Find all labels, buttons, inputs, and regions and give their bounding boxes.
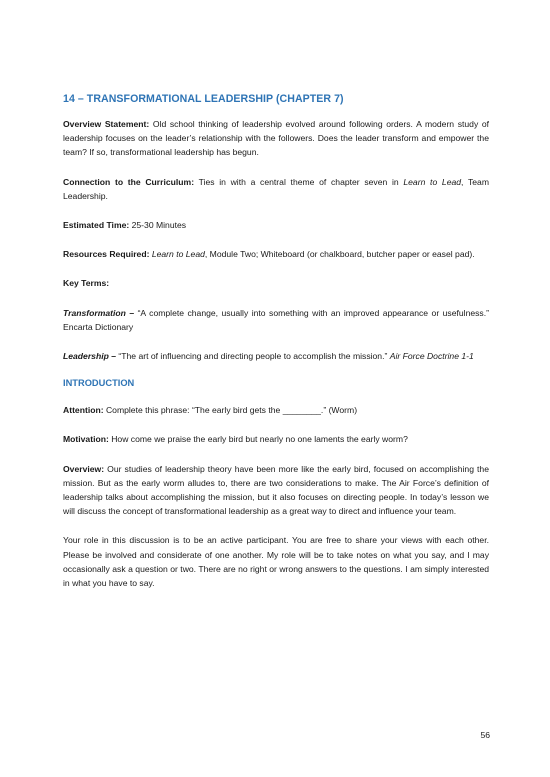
motivation-paragraph bbox=[63, 432, 489, 446]
term-transformation-definition: “A complete change, usually into something with an improved appearance or usefulness.” Encarta Dictionary bbox=[63, 307, 489, 332]
term-transformation-name: Transformation – bbox=[63, 307, 135, 318]
term-leadership-definition: “The art of influencing and directing people to accomplish the mission.” bbox=[116, 351, 390, 362]
attention-paragraph bbox=[63, 403, 489, 417]
overview2-label: Overview: bbox=[63, 463, 105, 474]
lesson-title: 14 – TRANSFORMATIONAL LEADERSHIP (CHAPTER 7) bbox=[63, 93, 344, 105]
page-content bbox=[63, 93, 489, 605]
term-transformation bbox=[63, 306, 489, 334]
estimated-time bbox=[63, 218, 489, 232]
connection-text-after: , Team Leadership. bbox=[63, 176, 489, 201]
overview-label: Overview Statement: bbox=[63, 119, 150, 129]
resources-required bbox=[63, 247, 489, 261]
connection-book-title: Learn to Lead bbox=[403, 176, 462, 187]
attention-label: Attention: bbox=[63, 405, 104, 416]
motivation-label: Motivation: bbox=[63, 434, 109, 445]
time-text: 25-30 Minutes bbox=[129, 220, 187, 231]
introduction-heading: INTRODUCTION bbox=[63, 378, 135, 389]
time-label: Estimated Time: bbox=[63, 220, 130, 231]
role-paragraph: Your role in this discussion is to be an active participant. You are free to share your views with each other. Please be involved and considerate of one another. My role will be to take notes on what you say, and I may occasionally ask a question or two. There are no right or wrong answers to the questions. I am simply interested in what you have to say. bbox=[63, 535, 489, 589]
resources-text: , Module Two; Whiteboard (or chalkboard, butcher paper or easel pad). bbox=[204, 249, 475, 260]
motivation-text: How come we praise the early bird but nearly no one laments the early worm? bbox=[108, 434, 408, 445]
key-terms-heading bbox=[63, 276, 489, 290]
resources-book-title: Learn to Lead bbox=[151, 249, 205, 260]
overview-statement bbox=[63, 117, 489, 160]
overview-text: Old school thinking of leadership evolved around following orders. A modern study of leadership focuses on the leader’s relationship with the followers. Does the leader transform and empower the team? If so, transformational leadership has begun. bbox=[63, 119, 490, 158]
term-leadership bbox=[63, 349, 489, 363]
curriculum-connection bbox=[63, 175, 489, 203]
term-leadership-source: Air Force Doctrine 1-1 bbox=[389, 351, 474, 362]
key-terms-label: Key Terms: bbox=[63, 278, 110, 289]
resources-label: Resources Required: bbox=[63, 249, 150, 260]
page-number: 56 bbox=[480, 730, 490, 740]
overview-paragraph bbox=[63, 462, 489, 519]
term-leadership-name: Leadership – bbox=[63, 351, 117, 362]
attention-text: Complete this phrase: “The early bird gets the ________.” (Worm) bbox=[103, 405, 358, 416]
connection-label: Connection to the Curriculum: bbox=[63, 176, 195, 187]
connection-text-before: Ties in with a central theme of chapter seven in bbox=[194, 176, 404, 187]
overview2-text: Our studies of leadership theory have been more like the early bird, focused on accomplishing the mission. But as the early worm alludes to, there are two considerations to make. The Air Force’s definition of leadership talks about accomplishing the mission, but it also focuses on directing people. In today’s lesson we will discuss the concept of transformational leadership as a great way to direct and influence your team. bbox=[63, 463, 489, 517]
